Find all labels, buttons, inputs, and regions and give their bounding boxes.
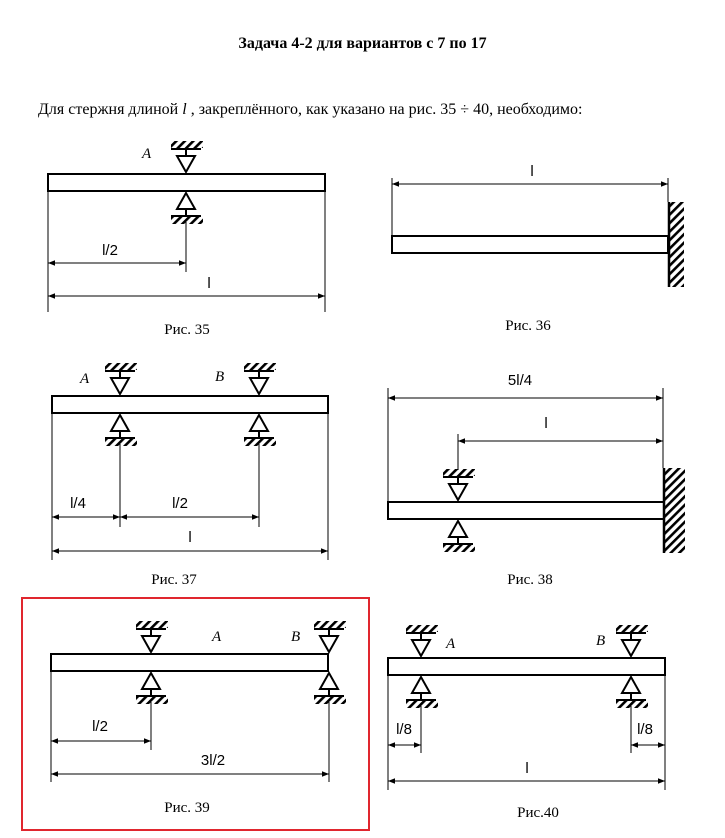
page-title: Задача 4-2 для вариантов с 7 по 17: [238, 35, 487, 52]
fig40-dim-left: l/8: [396, 721, 412, 738]
figure-40: [388, 625, 665, 821]
intro-before: Для стержня длиной: [38, 101, 183, 118]
intro-length-var: l: [182, 101, 187, 118]
fig35-support-a-label: A: [142, 146, 152, 162]
fig35-dim-half: l/2: [102, 242, 118, 259]
figure-38: [388, 372, 685, 588]
fig40-dim-total: l: [525, 760, 529, 777]
fig40-support-b-label: B: [596, 633, 606, 649]
fig35-dim-total: l: [207, 275, 211, 292]
figure-35: [48, 141, 325, 338]
fig36-dim-total: l: [530, 163, 534, 180]
fig40-support-a-label: A: [446, 636, 456, 652]
fig36-caption: Рис. 36: [505, 318, 551, 334]
fig40-caption: Рис.40: [517, 805, 559, 821]
fig38-dim-outer: 5l/4: [507, 372, 533, 389]
fig39-dim-half: l/2: [92, 718, 108, 735]
fig37-support-a-label: A: [80, 371, 90, 387]
fig37-dim-half: l/2: [172, 495, 188, 512]
fig35-caption: Рис. 35: [164, 322, 210, 338]
fig39-highlight-frame: [22, 598, 369, 830]
fig37-dim-quarter: l/4: [70, 495, 86, 512]
fig38-caption: Рис. 38: [507, 572, 553, 588]
fig37-dim-total: l: [188, 529, 192, 546]
fig39-dim-total: 3l/2: [200, 752, 226, 769]
fig39-support-b-label: B: [291, 629, 301, 645]
figure-37: [52, 363, 328, 588]
intro-after: , закреплённого, как указано на рис. 35 ÷ 40, необходимо:: [186, 101, 583, 118]
fig39-support-a-label: A: [212, 629, 222, 645]
figure-39: [22, 598, 369, 830]
fig38-dim-inner: l: [544, 415, 548, 432]
figure-36: [392, 163, 684, 334]
fig37-support-b-label: B: [215, 369, 225, 385]
fig37-caption: Рис. 37: [151, 572, 197, 588]
fig40-dim-right: l/8: [637, 721, 653, 738]
fig39-caption: Рис. 39: [164, 800, 210, 816]
